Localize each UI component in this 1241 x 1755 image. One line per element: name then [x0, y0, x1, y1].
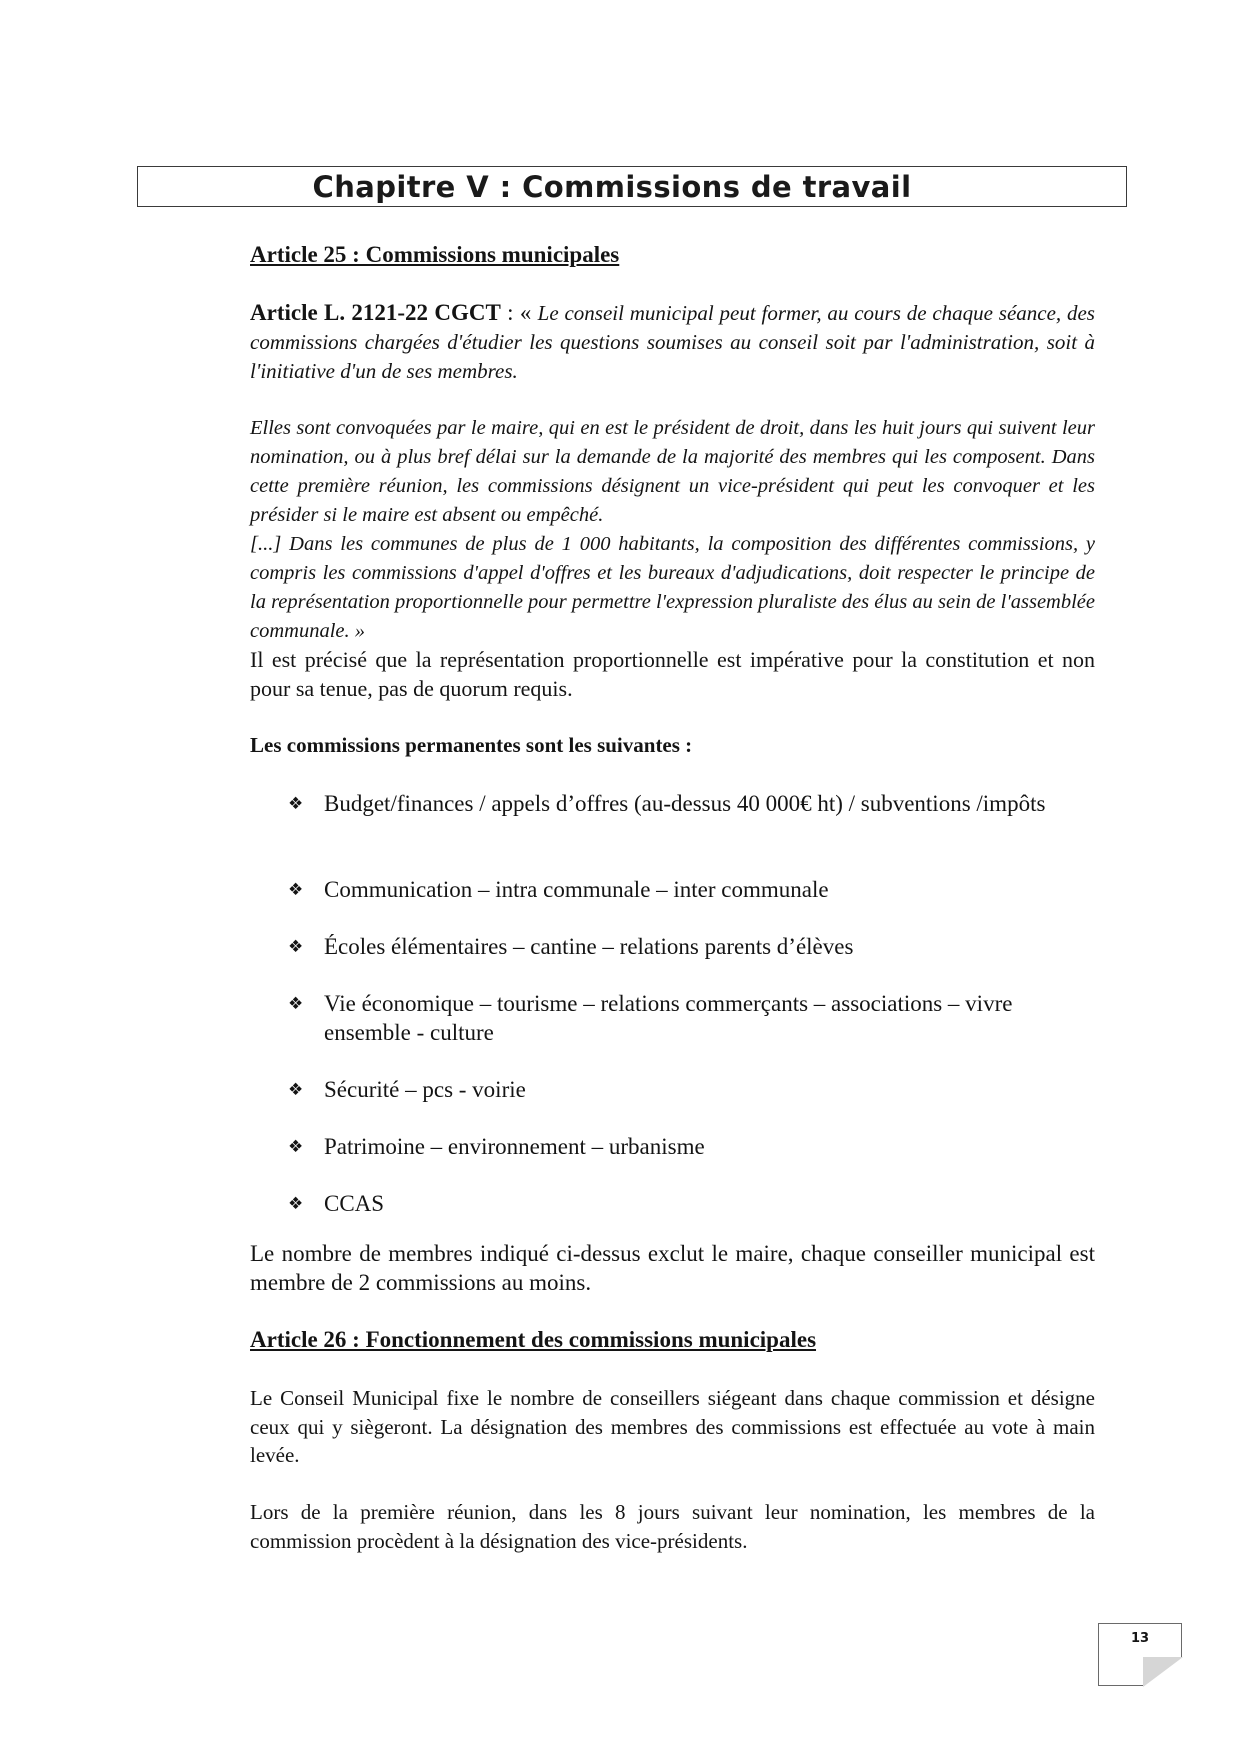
diamond-bullet-icon: ❖ — [288, 1080, 304, 1100]
article-26-paragraph-2: Lors de la première réunion, dans les 8 jours suivant leur nomination, les membres de la commission procèdent à la désignation des vice-présidents. — [250, 1500, 1095, 1553]
page-number-box — [1098, 1623, 1182, 1686]
quote-opening: : « — [500, 300, 538, 325]
members-note: Le nombre de membres indiqué ci-dessus exclut le maire, chaque conseiller municipal est membre de 2 commissions au moins. — [250, 1241, 1095, 1295]
commission-label: Budget/finances / appels d’offres (au-dessus 40 000€ ht) / subventions /impôts — [324, 791, 1046, 816]
article-26-heading-block — [250, 1326, 1095, 1354]
article-26-body-2 — [250, 1498, 1095, 1555]
article-25-heading: Article 25 : Commissions municipales — [250, 242, 620, 267]
cgct-quote-paragraph — [250, 299, 1095, 386]
diamond-bullet-icon: ❖ — [288, 794, 304, 814]
commission-label: Vie économique – tourisme – relations commerçants – associations – vivre ensemble - culture — [324, 991, 1013, 1045]
diamond-bullet-icon: ❖ — [288, 880, 304, 900]
commission-label: Patrimoine – environnement – urbanisme — [324, 1134, 705, 1159]
commissions-list-title-block — [250, 731, 1095, 760]
representation-note: Il est précisé que la représentation proportionnelle est impérative pour la constitution et non pour sa tenue, pas de quorum requis. — [250, 647, 1095, 701]
commissions-list-title: Les commissions permanentes sont les suivantes : — [250, 733, 693, 757]
chapter-title: Chapitre V : Commissions de travail — [312, 170, 912, 204]
cgct-reference: Article L. 2121-22 CGCT — [250, 300, 501, 325]
article-25-heading-block — [250, 241, 1095, 269]
chapter-title-box — [137, 166, 1127, 207]
quote-text-2: Elles sont convoquées par le maire, qui en est le président de droit, dans les huit jours qui suivent leur nomination, ou à plus bref délai sur la demande de la majorité des membres qui les composent. Dans cette première réunion, les commissions désignent un vice-président qui peut les convoquer et les présider si le maire est absent ou empêché. — [250, 417, 1095, 526]
page-number: 13 — [1130, 1631, 1150, 1646]
article-26-paragraph-1: Le Conseil Municipal fixe le nombre de conseillers siégeant dans chaque commission et désigne ceux qui y siègeront. La désignation des membres des commissions est effectuée au vote à main levée. — [250, 1386, 1095, 1467]
diamond-bullet-icon: ❖ — [288, 1194, 304, 1214]
diamond-bullet-icon: ❖ — [288, 937, 304, 957]
commission-label: Sécurité – pcs - voirie — [324, 1077, 526, 1102]
quote-text-1: Le conseil municipal peut former, au cours de chaque séance, des commissions chargées d'étudier les questions soumises au conseil soit par l'administration, soit à l'initiative d'un de ses membres. — [250, 301, 1095, 383]
article-25-quote-block — [250, 299, 1095, 386]
diamond-bullet-icon: ❖ — [288, 994, 304, 1014]
quote-text-3: [...] Dans les communes de plus de 1 000 habitants, la composition des différentes commissions, y compris les commissions d'appel d'offres et les bureaux d'adjudications, doit respecter le principe de la représentation proportionnelle pour permettre l'expression pluraliste des élus au sein de l'assemblée communale. » — [250, 533, 1095, 642]
article-26-body-1 — [250, 1384, 1095, 1470]
commission-label: CCAS — [324, 1191, 385, 1216]
article-25-quote-block-2 — [250, 414, 1095, 703]
members-note-block — [250, 1240, 1095, 1297]
commission-label: Écoles élémentaires – cantine – relations parents d’élèves — [324, 934, 854, 959]
article-26-heading: Article 26 : Fonctionnement des commissions municipales — [250, 1327, 817, 1352]
commission-label: Communication – intra communale – inter communale — [324, 877, 829, 902]
page-curl-icon — [1143, 1657, 1183, 1687]
diamond-bullet-icon: ❖ — [288, 1137, 304, 1157]
